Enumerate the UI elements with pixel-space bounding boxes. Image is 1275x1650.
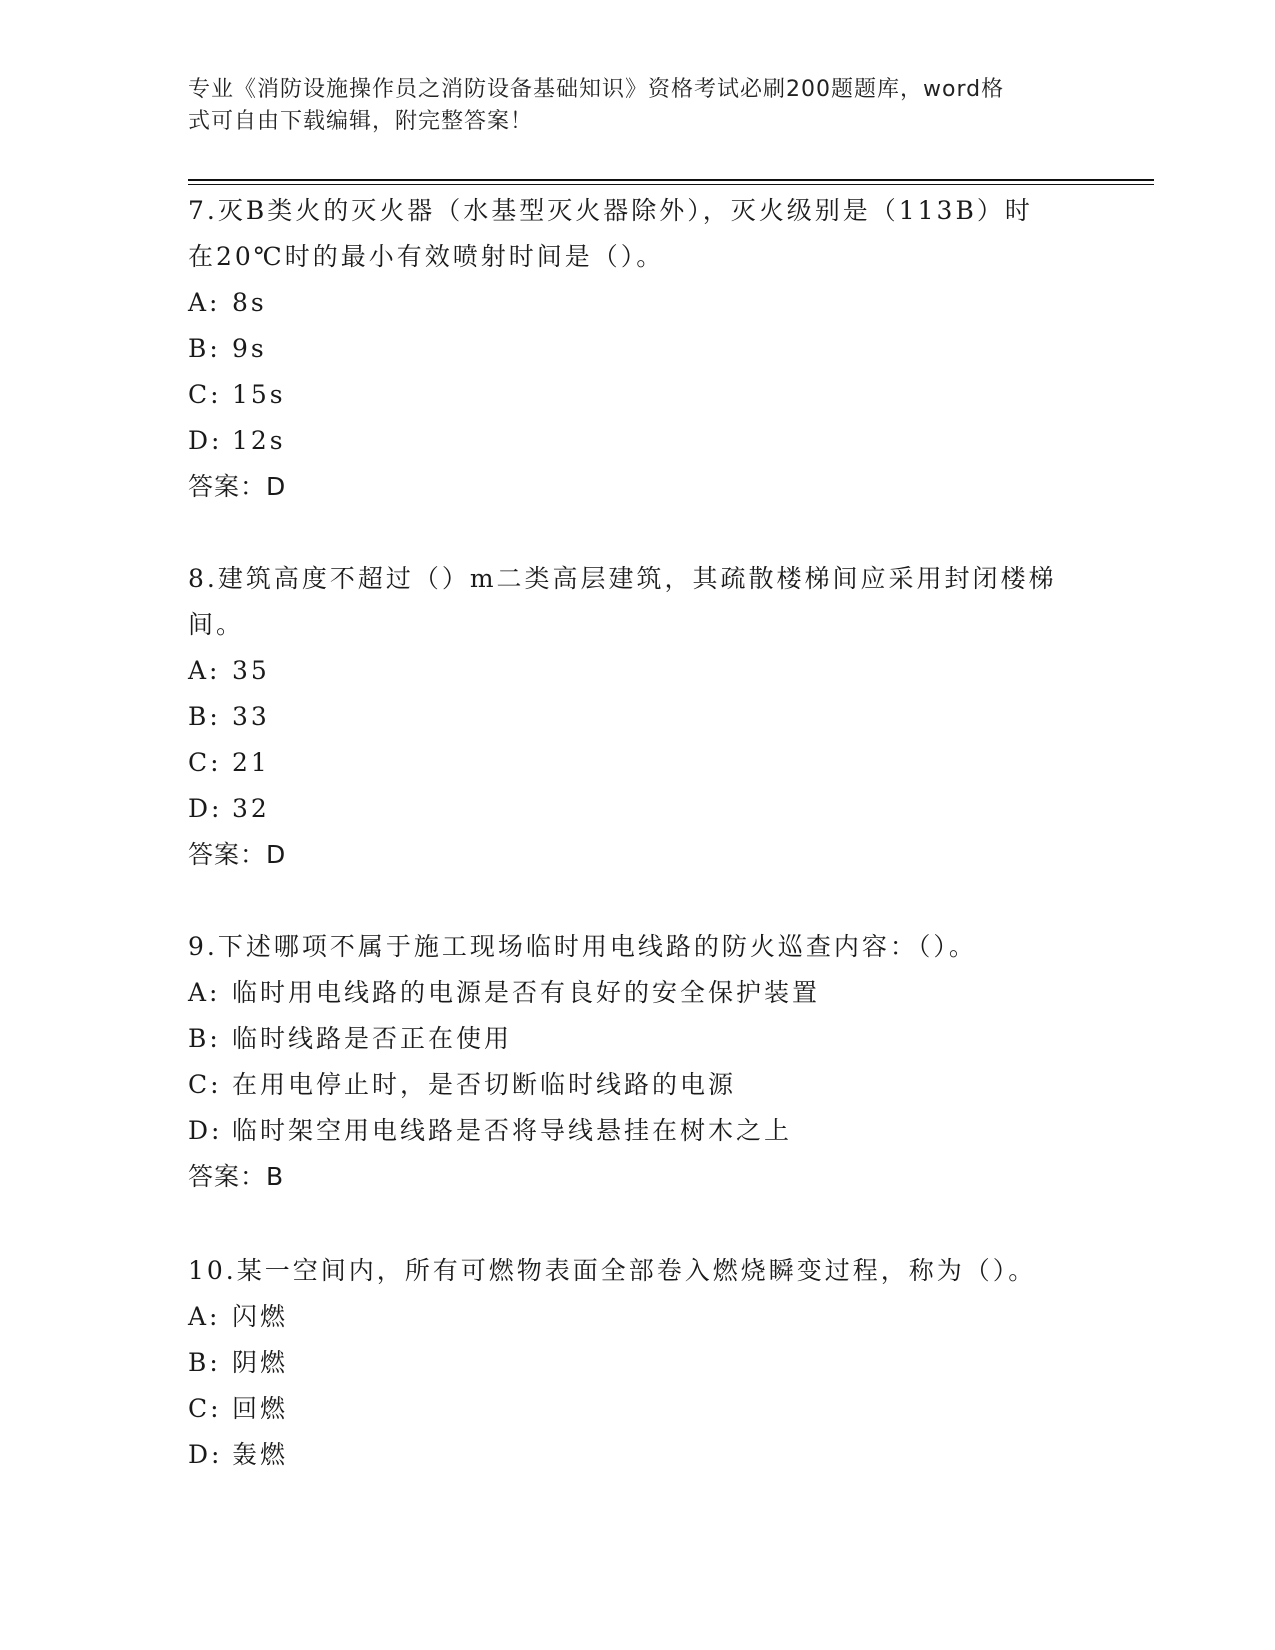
question-8	[188, 556, 1088, 878]
question-stem-line: 间。	[188, 610, 245, 639]
option-letter: C:	[188, 1394, 222, 1423]
document-header	[188, 74, 1088, 138]
option-text: 临时架空用电线路是否将导线悬挂在树木之上	[232, 1116, 793, 1145]
option-text: 在用电停止时，是否切断临时线路的电源	[232, 1070, 737, 1099]
answer: 答案：D	[188, 840, 287, 869]
header-divider-thin	[188, 184, 1154, 185]
option-text: 轰燃	[232, 1440, 289, 1469]
option-letter: B:	[188, 1348, 221, 1377]
option-b	[188, 1340, 1088, 1386]
question-stem-line: 9.下述哪项不属于施工现场临时用电线路的防火巡查内容：（）。	[188, 932, 977, 961]
option-c	[188, 372, 1088, 418]
option-letter: B:	[188, 334, 221, 363]
option-text: 阴燃	[232, 1348, 289, 1377]
header-divider-thick	[188, 179, 1154, 181]
option-d	[188, 418, 1088, 464]
option-letter: D:	[188, 1116, 223, 1145]
question-7	[188, 188, 1088, 510]
option-text: 闪燃	[232, 1302, 289, 1331]
answer: 答案：B	[188, 1162, 285, 1191]
option-d	[188, 786, 1088, 832]
option-letter: C:	[188, 1070, 222, 1099]
option-letter: B:	[188, 1024, 221, 1053]
option-text: 临时用电线路的电源是否有良好的安全保护装置	[232, 978, 821, 1007]
option-b	[188, 1016, 1088, 1062]
option-text: 32	[232, 794, 270, 823]
option-letter: D:	[188, 1440, 223, 1469]
option-a	[188, 280, 1088, 326]
question-stem-line: 7.灭B类火的灭火器（水基型灭火器除外），灭火级别是（113B）时	[188, 196, 1033, 225]
option-text: 35	[232, 656, 270, 685]
question-stem-line: 10.某一空间内，所有可燃物表面全部卷入燃烧瞬变过程，称为（）。	[188, 1256, 1037, 1285]
option-letter: D:	[188, 426, 223, 455]
option-letter: B:	[188, 702, 221, 731]
option-letter: C:	[188, 748, 222, 777]
option-letter: A:	[188, 288, 221, 317]
option-letter: D:	[188, 794, 223, 823]
option-a	[188, 648, 1088, 694]
option-a	[188, 970, 1088, 1016]
option-text: 8s	[232, 288, 267, 317]
option-text: 33	[232, 702, 270, 731]
option-a	[188, 1294, 1088, 1340]
option-c	[188, 740, 1088, 786]
header-line-1: 专业《消防设施操作员之消防设备基础知识》资格考试必刷200题题库，word格	[188, 77, 1005, 102]
question-stem-line: 在20℃时的最小有效喷射时间是（）。	[188, 242, 665, 271]
option-text: 9s	[232, 334, 267, 363]
option-letter: C:	[188, 380, 222, 409]
option-c	[188, 1062, 1088, 1108]
option-letter: A:	[188, 656, 221, 685]
option-text: 临时线路是否正在使用	[232, 1024, 513, 1053]
option-letter: A:	[188, 1302, 221, 1331]
question-9	[188, 924, 1088, 1200]
option-text: 21	[232, 748, 270, 777]
option-text: 回燃	[232, 1394, 289, 1423]
question-stem-line: 8.建筑高度不超过（）m二类高层建筑，其疏散楼梯间应采用封闭楼梯	[188, 564, 1057, 593]
option-text: 12s	[232, 426, 286, 455]
option-b	[188, 326, 1088, 372]
option-d	[188, 1432, 1088, 1478]
header-line-2: 式可自由下载编辑，附完整答案！	[188, 109, 534, 134]
option-c	[188, 1386, 1088, 1432]
answer: 答案：D	[188, 472, 287, 501]
question-10	[188, 1248, 1088, 1478]
option-text: 15s	[232, 380, 286, 409]
option-d	[188, 1108, 1088, 1154]
option-b	[188, 694, 1088, 740]
option-letter: A:	[188, 978, 221, 1007]
